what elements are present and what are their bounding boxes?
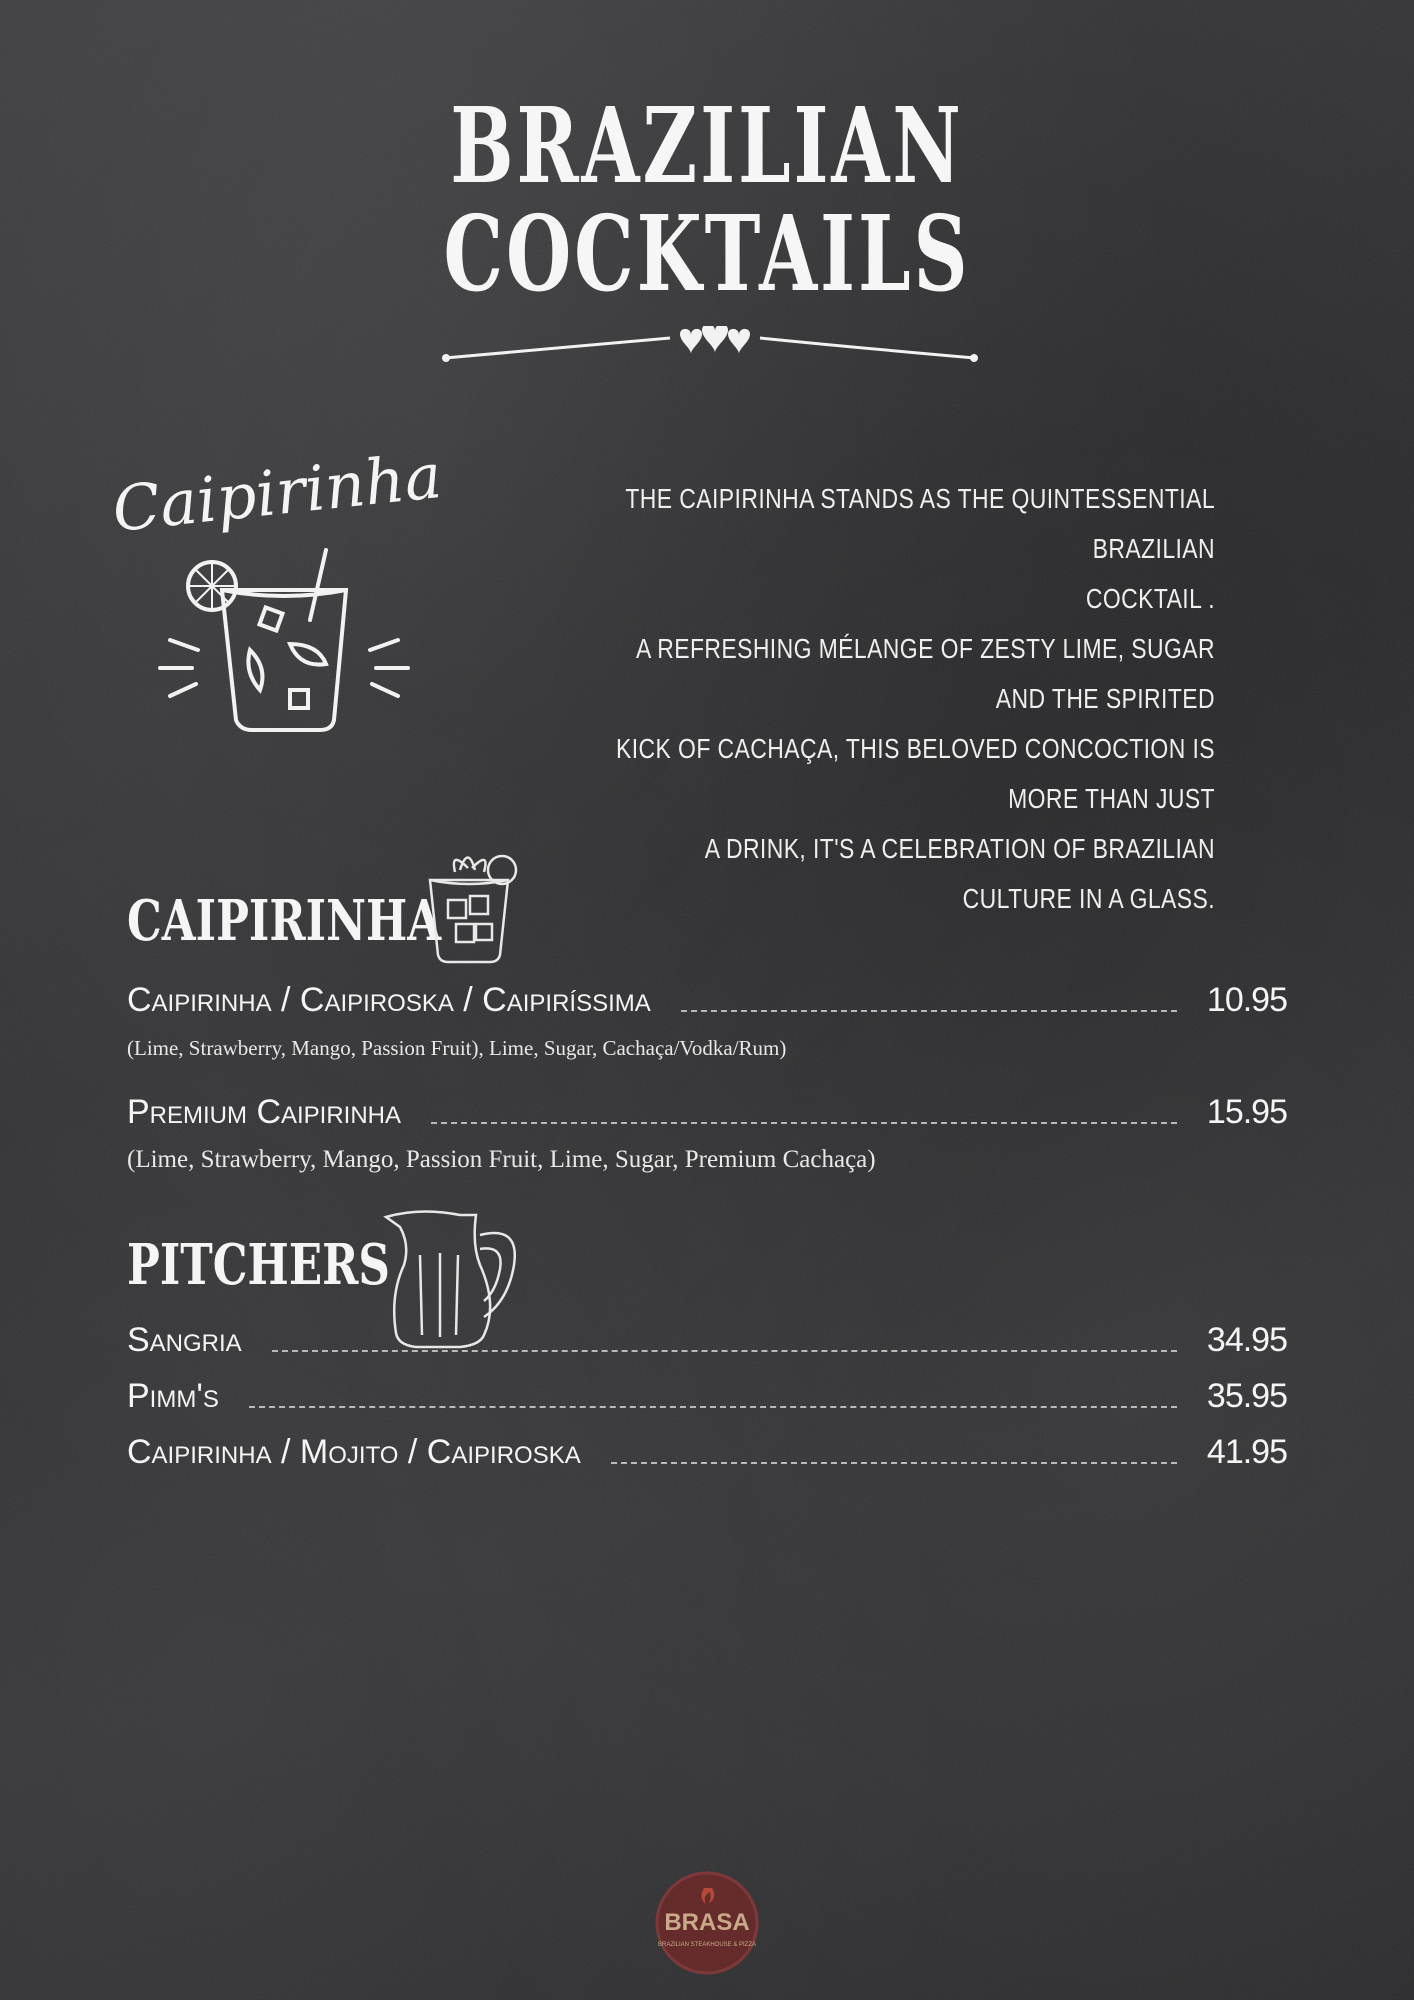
cocktail-glass-icon xyxy=(420,840,520,965)
dotted-leader xyxy=(611,1462,1177,1464)
caipirinha-intro-text xyxy=(480,474,1215,924)
item-description: (Lime, Strawberry, Mango, Passion Fruit, Lime, Sugar, Premium Cachaça) xyxy=(127,1146,876,1173)
item-price: 15.95 xyxy=(1206,1093,1287,1131)
menu-item-sangria xyxy=(127,1318,1287,1360)
title-line-1: BRAZILIAN xyxy=(450,84,964,207)
item-name: Premium Caipirinha xyxy=(127,1093,402,1131)
caipirinha-script-title: Caipirinha xyxy=(109,438,445,547)
menu-item-pimms xyxy=(127,1374,1287,1416)
intro-line: A REFRESHING MÉLANGE OF ZESTY LIME, SUGAR AND THE SPIRITED xyxy=(635,633,1215,714)
logo-wordmark: BRASA xyxy=(664,1909,750,1936)
intro-line: THE CAIPIRINHA STANDS AS THE QUINTESSENTIAL BRAZILIAN xyxy=(625,483,1215,564)
intro-line: KICK OF CACHAÇA, THIS BELOVED CONCOCTION IS MORE THAN JUST xyxy=(616,733,1215,814)
item-description: (Lime, Strawberry, Mango, Passion Fruit), Lime, Sugar, Cachaça/Vodka/Rum) xyxy=(127,1036,787,1060)
dotted-leader xyxy=(681,1010,1177,1012)
page-title xyxy=(0,84,1414,315)
menu-item-caipirinha-trio xyxy=(127,978,1287,1020)
logo-subtext: BRAZILIAN STEAKHOUSE & PIZZA xyxy=(657,1942,757,1948)
dotted-leader xyxy=(272,1350,1177,1352)
brasa-logo xyxy=(652,1868,762,1978)
section-heading-pitchers: PITCHERS xyxy=(127,1232,390,1298)
dotted-leader xyxy=(249,1406,1177,1408)
dotted-leader xyxy=(431,1122,1177,1124)
intro-line: A DRINK, IT'S A CELEBRATION OF BRAZILIAN CULTURE IN A GLASS. xyxy=(704,833,1215,914)
item-name: Caipirinha / Caipiroska / Caipiríssima xyxy=(127,981,651,1019)
item-name: Pimm's xyxy=(127,1377,219,1415)
item-price: 10.95 xyxy=(1206,981,1287,1019)
menu-item-pitcher-caipirinha-mojito xyxy=(127,1430,1287,1472)
section-heading-caipirinha: CAIPIRINHA xyxy=(127,888,442,954)
item-price: 35.95 xyxy=(1206,1377,1287,1415)
heart-flourish-divider xyxy=(440,326,980,366)
item-price: 34.95 xyxy=(1206,1321,1287,1359)
item-name: Caipirinha / Mojito / Caipiroska xyxy=(127,1433,581,1471)
caipirinha-glass-icon xyxy=(140,540,420,740)
menu-item-premium-caipirinha xyxy=(127,1090,1287,1132)
title-line-2: COCKTAILS xyxy=(443,192,971,315)
item-price: 41.95 xyxy=(1206,1433,1287,1471)
item-name: Sangria xyxy=(127,1321,242,1359)
intro-line: COCKTAIL . xyxy=(1085,583,1215,614)
